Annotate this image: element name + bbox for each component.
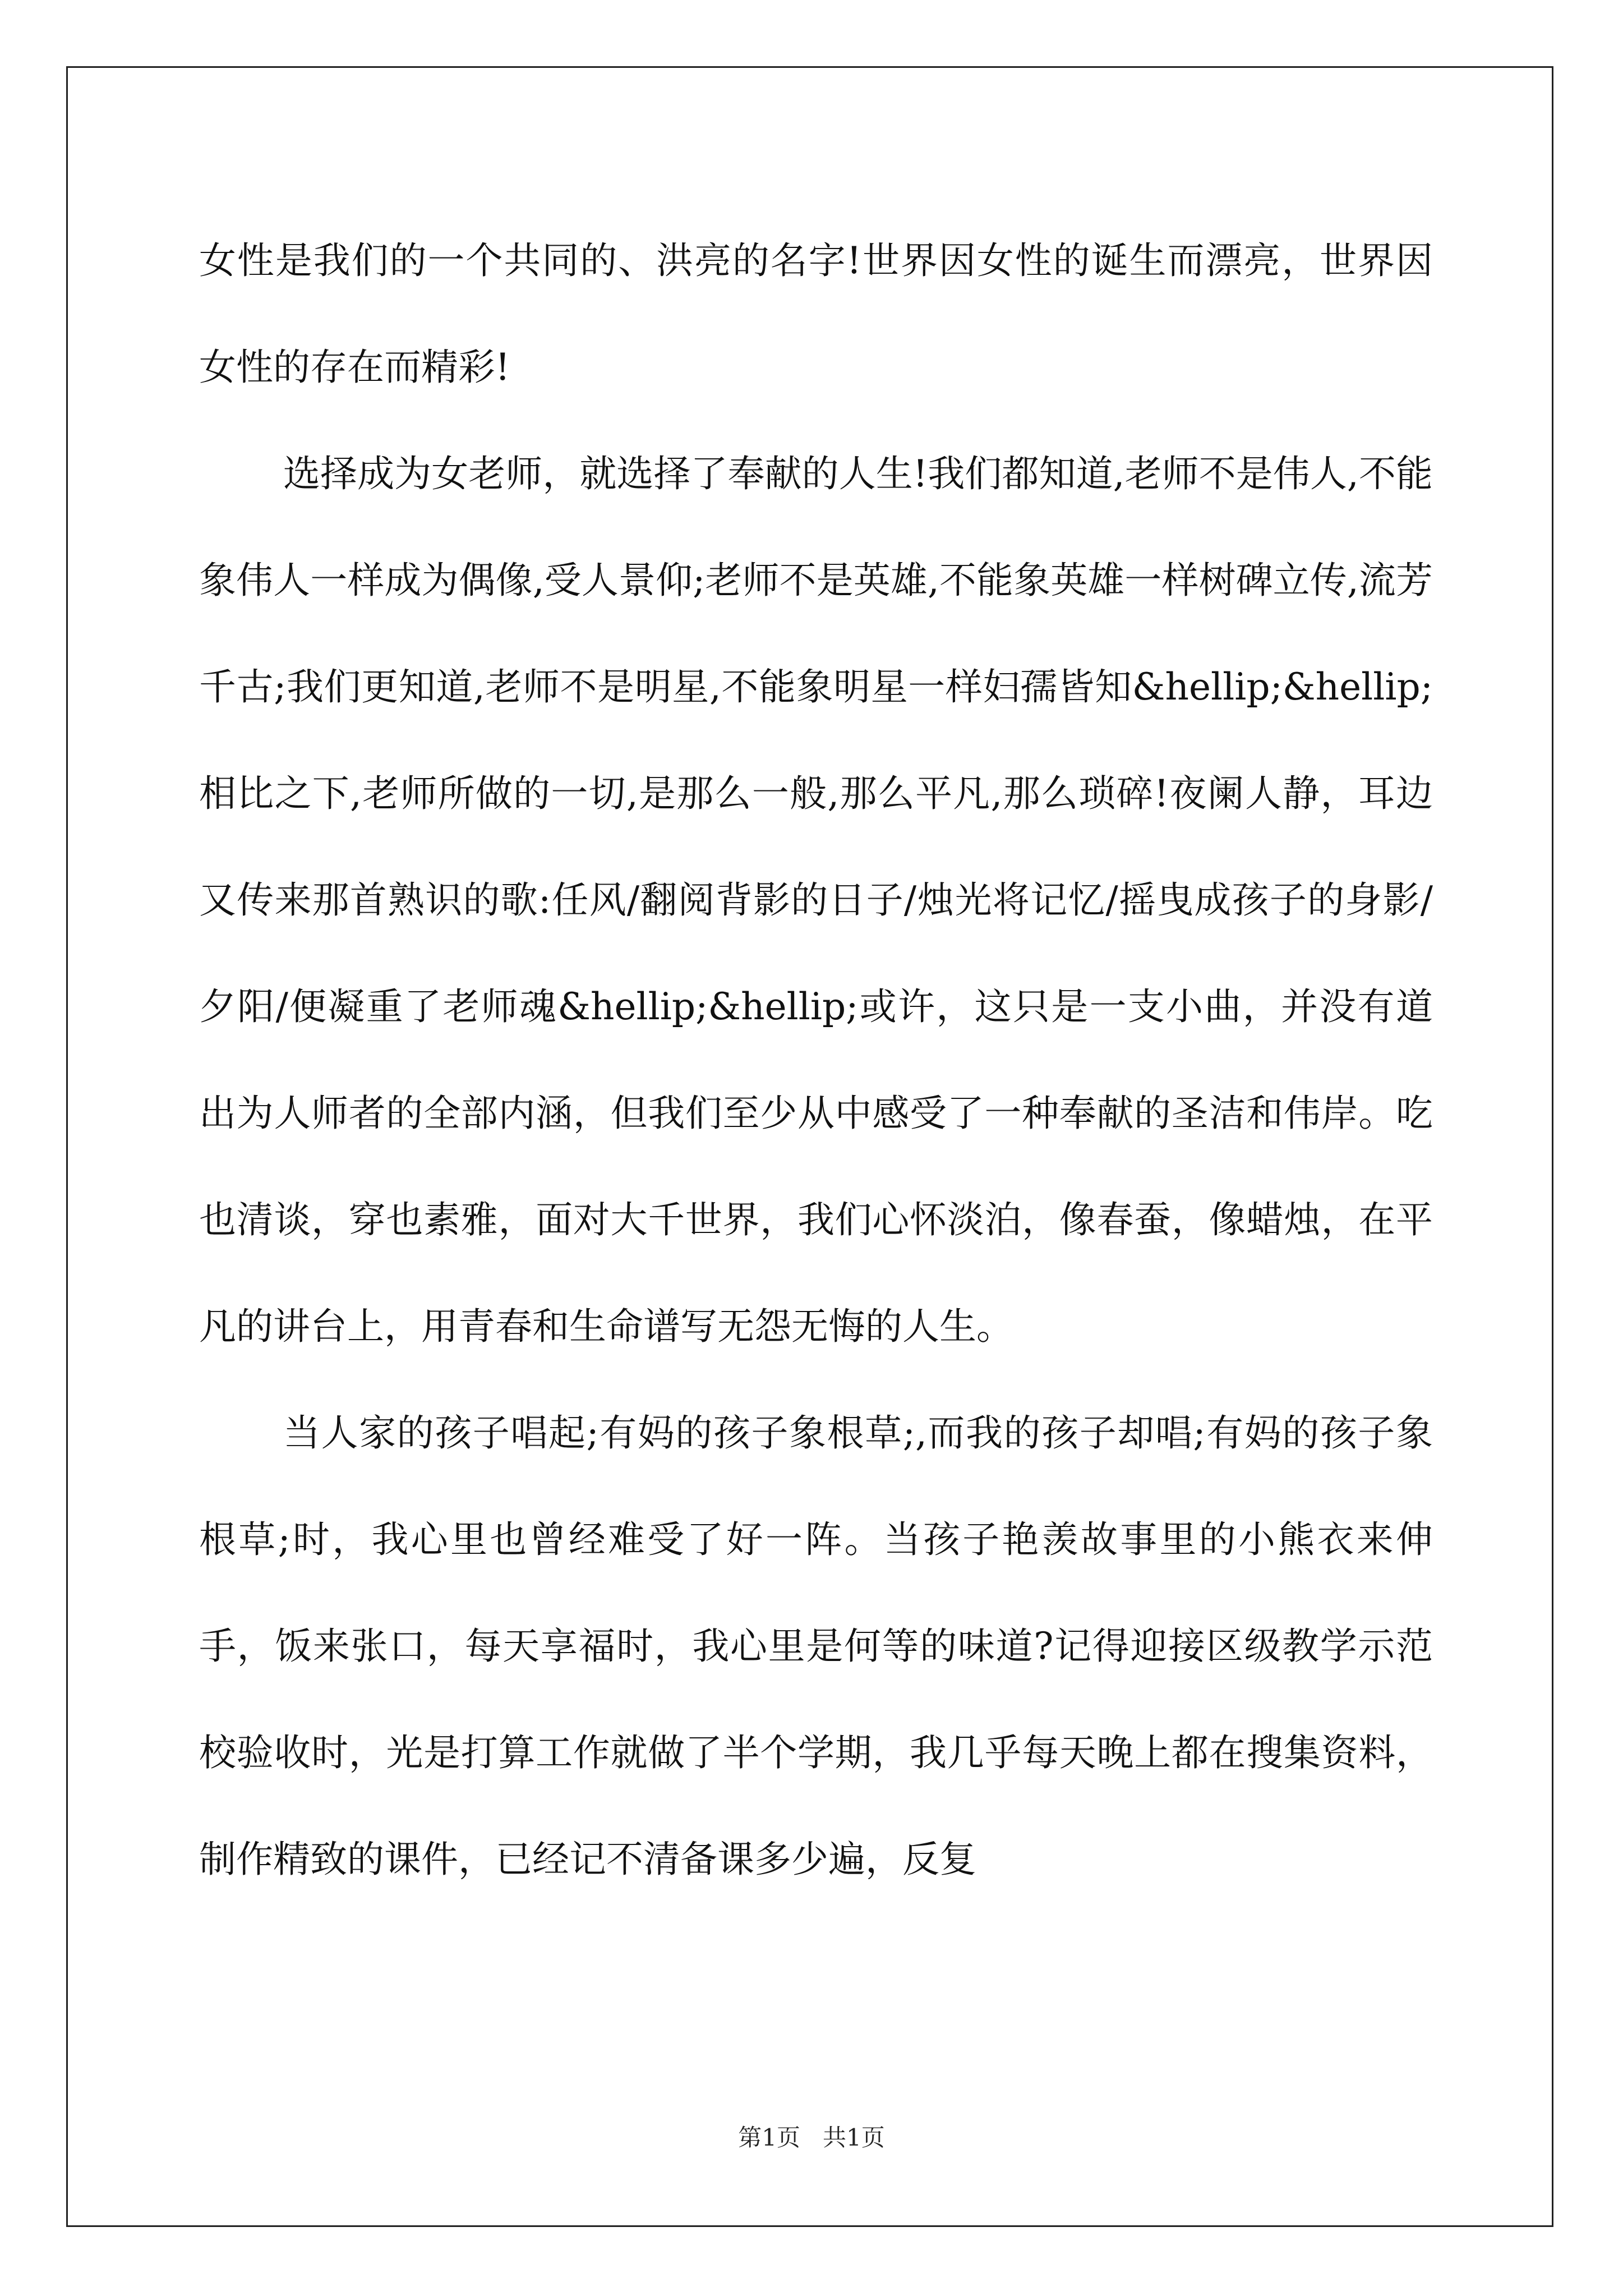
paragraph-1: 女性是我们的一个共同的、洪亮的名字!世界因女性的诞生而漂亮，世界因女性的存在而精彩! [199, 239, 1433, 389]
page-total: 共1页 [823, 2124, 885, 2151]
paragraph-3: 当人家的孩子唱起;有妈的孩子象根草;,而我的孩子却唱;有妈的孩子象根草;时，我心里也曾经难受了好一阵。当孩子艳羡故事里的小熊衣来伸手，饭来张口，每天享福时，我心里是何等的味道?记得迎接区级教学示范校验收时，光是打算工作就做了半个学期，我几乎每天晚上都在搜集资料，制作精致的课件，已经记不清备课多少遍，反复 [199, 1411, 1433, 1881]
paragraph-2: 选择成为女老师，就选择了奉献的人生!我们都知道,老师不是伟人,不能象伟人一样成为偶像,受人景仰;老师不是英雄,不能象英雄一样树碑立传,流芳千古;我们更知道,老师不是明星,不能象明星一样妇孺皆知&hellip;&hellip;相比之下,老师所做的一切,是那么一般,那么平凡,那么琐碎!夜阑人静，耳边又传来那首熟识的歌:任风/翻阅背影的日子/烛光将记忆/摇曳成孩子的身影/夕阳/便凝重了老师魂&hellip;&hellip;或许，这只是一支小曲，并没有道出为人师者的全部内涵，但我们至少从中感受了一种奉献的圣洁和伟岸。吃也清谈，穿也素雅，面对大千世界，我们心怀淡泊，像春蚕，像蜡烛，在平凡的讲台上，用青春和生命谱写无怨无悔的人生。 [199, 452, 1433, 1348]
page-footer [0, 2119, 1623, 2153]
page-number: 第1页 [738, 2124, 800, 2151]
document-body [199, 208, 1433, 1913]
